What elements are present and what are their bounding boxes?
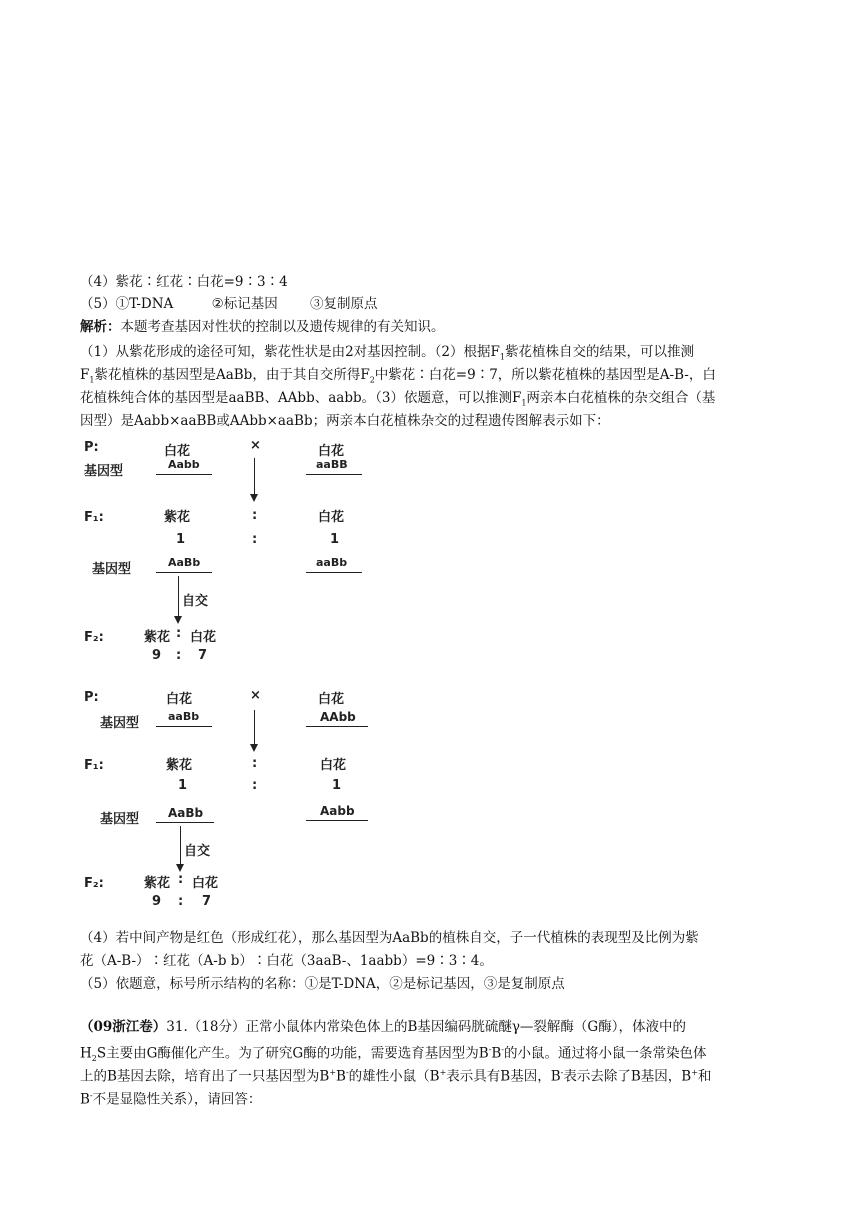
f1-label: F₁:	[84, 758, 104, 773]
f1-right-genotype: aaBb	[316, 556, 348, 569]
analysis-line-3a: 花植株纯合体的基因型是aaBB、AAbb、aabb。（3）依题意，可以推测F	[80, 390, 522, 406]
q-text: B	[491, 1045, 502, 1062]
f2-right-count: 7	[202, 894, 212, 909]
f2-right-phenotype: 白花	[192, 876, 219, 891]
p-label: P:	[84, 690, 99, 705]
answer-5-item3: ③复制原点	[310, 296, 378, 312]
f1-right-count: 1	[330, 532, 340, 547]
ratio-colon: :	[252, 756, 258, 771]
f1-left-phenotype: 紫花	[164, 510, 191, 525]
superscript: -	[345, 1068, 349, 1077]
arrow-down-icon	[174, 616, 182, 624]
arrow-line	[254, 710, 255, 746]
p-label: P:	[84, 440, 99, 455]
analysis-line-2c: 中紫花∶白花=9∶7，所以紫花植株的基因型是A-B-，白	[374, 367, 716, 383]
superscript: +	[329, 1068, 337, 1077]
question-line-3	[80, 1063, 711, 1087]
analysis-intro: 本题考查基因对性状的控制以及遗传规律的有关知识。	[120, 319, 445, 335]
parent-left-phenotype: 白花	[164, 444, 191, 459]
f1-left-genotype: AaBb	[168, 556, 201, 569]
answer-5-item2: ②标记基因	[211, 296, 278, 312]
parent-left-phenotype: 白花	[166, 692, 193, 707]
analysis-line-3b: 两亲本白花植株的杂交组合（基	[526, 390, 716, 406]
f1-genotype-label: 基因型	[92, 562, 132, 577]
ratio-colon: :	[176, 626, 182, 641]
analysis-line-4: 因型）是Aabb×aaBB或AAbb×aaBb；两亲本白花植株杂交的过程遗传图解表示如下：	[80, 413, 610, 429]
q-text: 的小鼠。通过将小鼠一条常染色体	[503, 1045, 707, 1062]
subscript: 1	[521, 398, 527, 408]
ratio-colon: :	[178, 894, 184, 909]
q-text: 和	[697, 1068, 712, 1085]
q-text: 表示具有B基因，B	[446, 1068, 561, 1085]
ratio-colon: :	[252, 778, 258, 793]
subscript: 1	[89, 375, 95, 385]
f2-left-phenotype: 紫花	[144, 876, 171, 891]
analysis-line-3	[80, 388, 715, 414]
parent-right-phenotype: 白花	[318, 692, 345, 707]
question-text-1: 31.（18分）正常小鼠体内常染色体上的B基因编码胱硫醚γ—裂解酶（G酶），体液中的	[166, 1019, 686, 1035]
arrow-down-icon	[250, 744, 258, 752]
question-source: （09浙江卷）	[80, 1019, 167, 1035]
ratio-colon: :	[252, 532, 258, 547]
parent-right-genotype: aaBB	[316, 458, 348, 471]
explain-4-line-1: （4）若中间产物是红色（形成红花），那么基因型为AaBb的植株自交，子一代植株的表现型及比例为紫	[80, 930, 699, 946]
arrow-down-icon	[176, 864, 184, 872]
q-text: H	[80, 1045, 92, 1062]
q-text: 上的B基因去除，培育出了一只基因型为B	[80, 1068, 330, 1085]
answer-5-item1: ①T-DNA	[115, 296, 174, 312]
f2-left-phenotype: 紫花	[144, 630, 171, 645]
cross-symbol: ×	[250, 688, 261, 703]
parent-right-genotype: AAbb	[320, 710, 356, 724]
analysis-line-1a: （1）从紫花形成的途径可知，紫花性状是由2对基因控制。（2）根据F	[80, 344, 500, 360]
superscript: -	[501, 1045, 504, 1054]
ratio-colon: :	[252, 508, 258, 523]
parent-left-genotype: Aabb	[168, 458, 200, 471]
f2-label: F₂:	[84, 630, 104, 645]
arrow-line	[254, 458, 255, 496]
analysis-line-1	[80, 342, 694, 368]
explain-4-line-2: 花（A-B-）∶红花（A-b b）∶白花（3aaB-、1aabb）=9∶3∶4。	[80, 953, 493, 969]
question-line-4	[80, 1086, 261, 1110]
f2-right-phenotype: 白花	[190, 630, 217, 645]
f2-right-count: 7	[198, 648, 208, 663]
f1-right-count: 1	[332, 778, 342, 793]
superscript: +	[439, 1068, 447, 1077]
q-text: B	[80, 1091, 90, 1108]
answer-5-number: （5）	[80, 296, 116, 312]
q-text: 表示去除了B基因，B	[563, 1068, 692, 1085]
subscript: 2	[91, 1054, 97, 1064]
analysis-line-2a: F	[80, 367, 90, 383]
f1-right-genotype: Aabb	[320, 804, 355, 818]
superscript: -	[560, 1068, 564, 1077]
selfing-label: 自交	[182, 594, 209, 609]
analysis-line-2b: 紫花植株的基因型是AaBb，由于其自交所得F	[94, 367, 370, 383]
genotype-label: 基因型	[84, 464, 124, 479]
f2-left-count: 9	[152, 648, 162, 663]
q-text: 的雄性小鼠（B	[348, 1068, 440, 1085]
analysis-line-2	[80, 365, 716, 391]
answer-5	[80, 294, 378, 314]
superscript: -	[488, 1045, 492, 1054]
f2-label: F₂:	[84, 876, 104, 891]
q-text: 不是显隐性关系），请回答：	[92, 1091, 262, 1108]
analysis-label: 解析：	[80, 319, 121, 335]
genotype-label: 基因型	[100, 716, 140, 731]
f2-left-count: 9	[152, 894, 162, 909]
f1-label: F₁:	[84, 510, 104, 525]
f1-left-count: 1	[178, 778, 188, 793]
subscript: 1	[499, 352, 505, 362]
q-text: S主要由G酶催化产生。为了研究G酶的功能，需要选育基因型为B	[96, 1045, 489, 1062]
f1-genotype-label: 基因型	[100, 812, 140, 827]
selfing-label: 自交	[184, 844, 211, 859]
superscript: -	[89, 1091, 93, 1100]
f1-left-phenotype: 紫花	[166, 758, 193, 773]
arrow-line	[180, 826, 181, 866]
f1-right-phenotype: 白花	[318, 510, 345, 525]
f1-left-count: 1	[176, 532, 186, 547]
genetic-diagram-2	[84, 686, 384, 912]
analysis-heading	[80, 317, 445, 337]
subscript: 2	[369, 375, 375, 385]
f1-right-phenotype: 白花	[320, 758, 347, 773]
ratio-colon: :	[178, 872, 184, 887]
arrow-line	[178, 576, 179, 618]
arrow-down-icon	[250, 494, 258, 502]
q-text: B	[336, 1068, 346, 1085]
parent-right-phenotype: 白花	[318, 444, 345, 459]
cross-symbol: ×	[250, 438, 261, 453]
analysis-line-1b: 紫花植株自交的结果，可以推测	[504, 344, 694, 360]
f1-left-genotype: AaBb	[168, 806, 204, 820]
genetic-diagram-1	[84, 436, 384, 676]
explain-5: （5）依题意，标号所示结构的名称：①是T-DNA，②是标记基因，③是复制原点	[80, 976, 565, 992]
superscript: +	[691, 1068, 698, 1077]
question-line-1	[80, 1017, 686, 1037]
parent-left-genotype: aaBb	[168, 710, 200, 723]
ratio-colon: :	[176, 648, 182, 663]
answer-4: （4）紫花∶红花∶白花=9∶3∶4	[80, 274, 288, 290]
